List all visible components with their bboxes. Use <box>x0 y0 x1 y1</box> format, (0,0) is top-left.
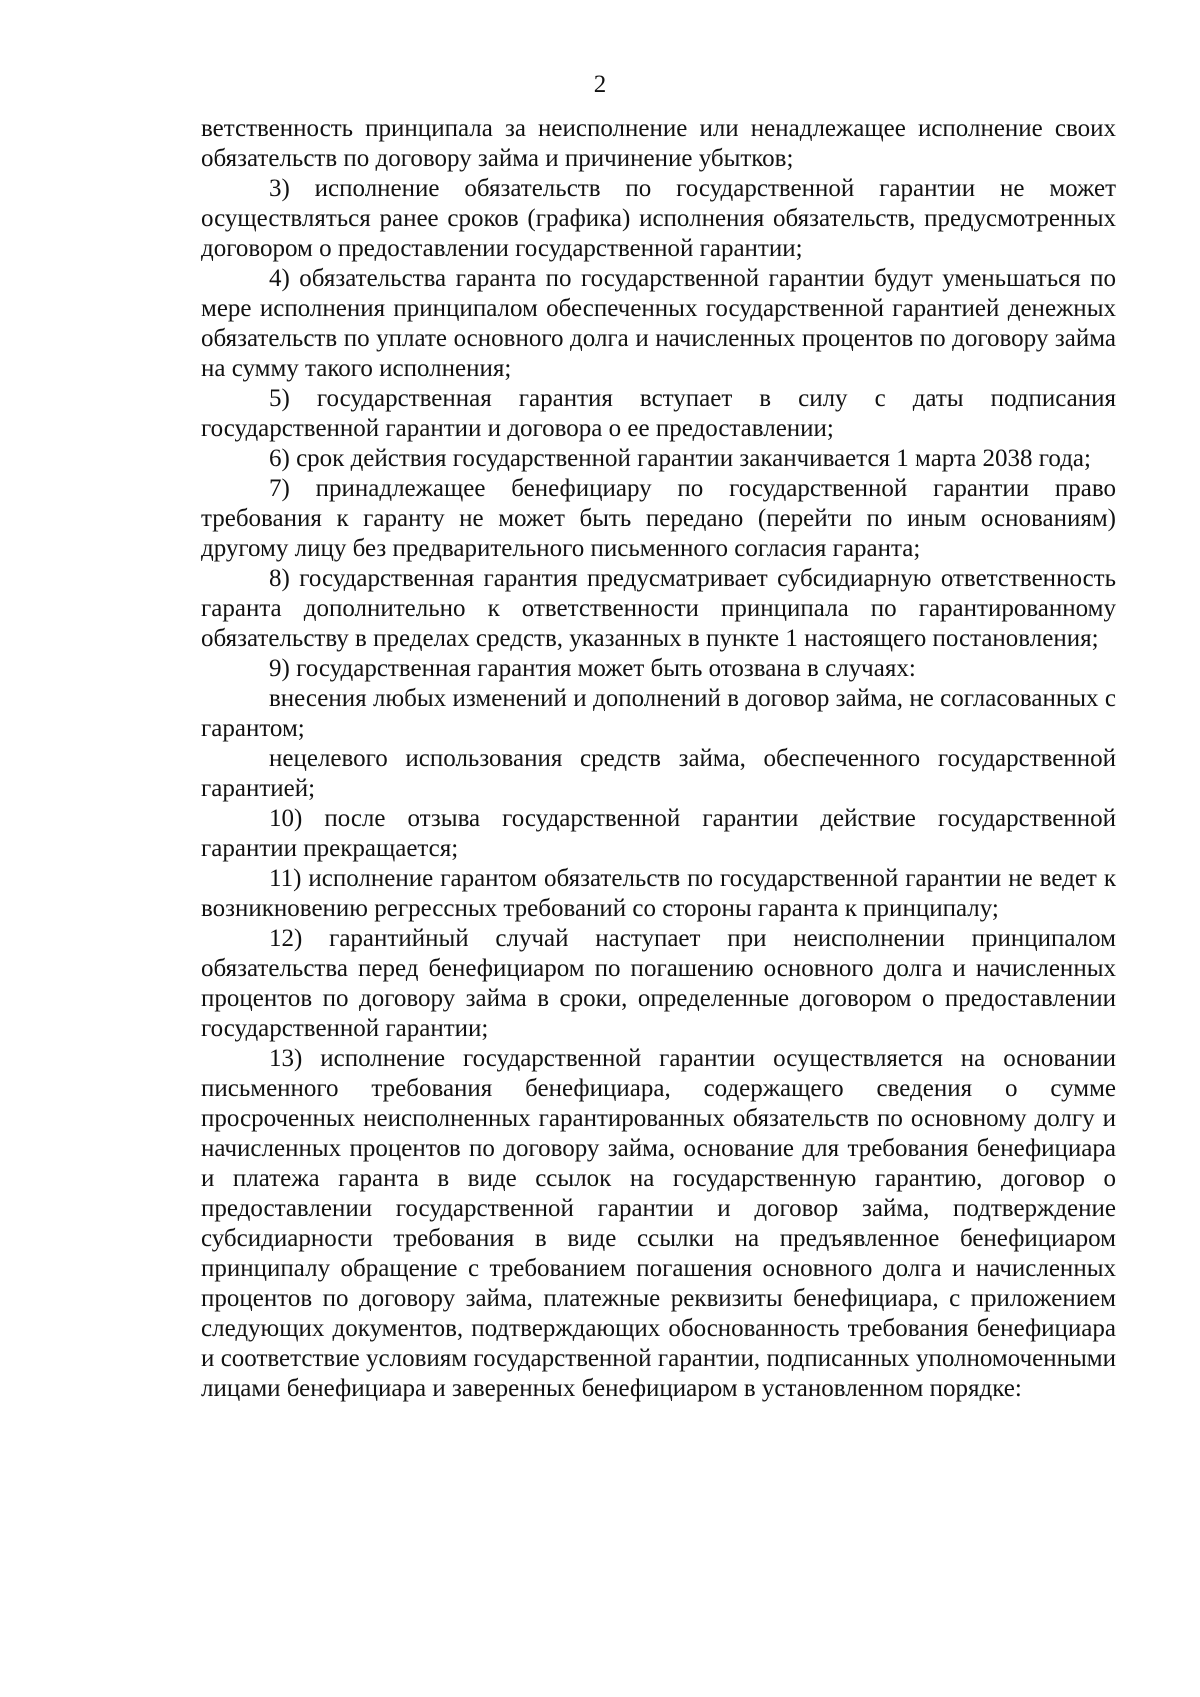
paragraph-item-10: 10) после отзыва государственной гарантии действие государственной гарантии прекращается; <box>201 805 1116 862</box>
paragraph-item-9-case-a: внесения любых изменений и дополнений в договор займа, не согласованных с гарантом; <box>201 685 1116 742</box>
paragraph-item-3: 3) исполнение обязательств по государственной гарантии не может осуществляться ранее сроков (графика) исполнения обязательств, предусмотренных договором о предоставлении государственной гарантии; <box>201 175 1116 262</box>
paragraph-item-6: 6) срок действия государственной гарантии заканчивается 1 марта 2038 года; <box>269 445 1091 472</box>
paragraph-continuation: ветственность принципала за неисполнение или ненадлежащее исполнение своих обязательств по договору займа и причинение убытков; <box>201 115 1116 172</box>
paragraph-item-12: 12) гарантийный случай наступает при неисполнении принципалом обязательства перед бенефициаром по погашению основного долга и начисленных процентов по договору займа в сроки, определенные договором о предоставлении государственной гарантии; <box>201 925 1116 1042</box>
paragraph-item-9: 9) государственная гарантия может быть отозвана в случаях: <box>269 655 916 682</box>
paragraph-item-13: 13) исполнение государственной гарантии осуществляется на основании письменного требования бенефициара, содержащего сведения о сумме просроченных неисполненных гарантированных обязательств по основному долгу и начисленных процентов по договору займа, основание для требования бенефициара и платежа гаранта в виде ссылок на государственную гарантию, договор о предоставлении государственной гарантии и договор займа, подтверждение субсидиарности требования в виде ссылки на предъявленное бенефициаром принципалу обращение с требованием погашения основного долга и начисленных процентов по договору займа, платежные реквизиты бенефициара, с приложением следующих документов, подтверждающих обоснованность требования бенефициара и соответствие условиям государственной гарантии, подписанных уполномоченными лицами бенефициара и заверенных бенефициаром в установленном порядке: <box>201 1045 1116 1402</box>
document-body <box>201 114 1116 1404</box>
page-number: 2 <box>593 71 607 98</box>
paragraph-item-11: 11) исполнение гарантом обязательств по государственной гарантии не ведет к возникновению регрессных требований со стороны гаранта к принципалу; <box>201 865 1116 922</box>
paragraph-item-7: 7) принадлежащее бенефициару по государственной гарантии право требования к гаранту не может быть передано (перейти по иным основаниям) другому лицу без предварительного письменного согласия гаранта; <box>201 475 1116 562</box>
paragraph-item-4: 4) обязательства гаранта по государственной гарантии будут уменьшаться по мере исполнения принципалом обеспеченных государственной гарантией денежных обязательств по уплате основного долга и начисленных процентов по договору займа на сумму такого исполнения; <box>201 265 1116 382</box>
paragraph-item-9-case-b: нецелевого использования средств займа, обеспеченного государственной гарантией; <box>201 745 1116 802</box>
paragraph-item-5: 5) государственная гарантия вступает в силу с даты подписания государственной гарантии и договора о ее предоставлении; <box>201 385 1116 442</box>
paragraph-item-8: 8) государственная гарантия предусматривает субсидиарную ответственность гаранта дополнительно к ответственности принципала по гарантированному обязательству в пределах средств, указанных в пункте 1 настоящего постановления; <box>201 565 1116 652</box>
